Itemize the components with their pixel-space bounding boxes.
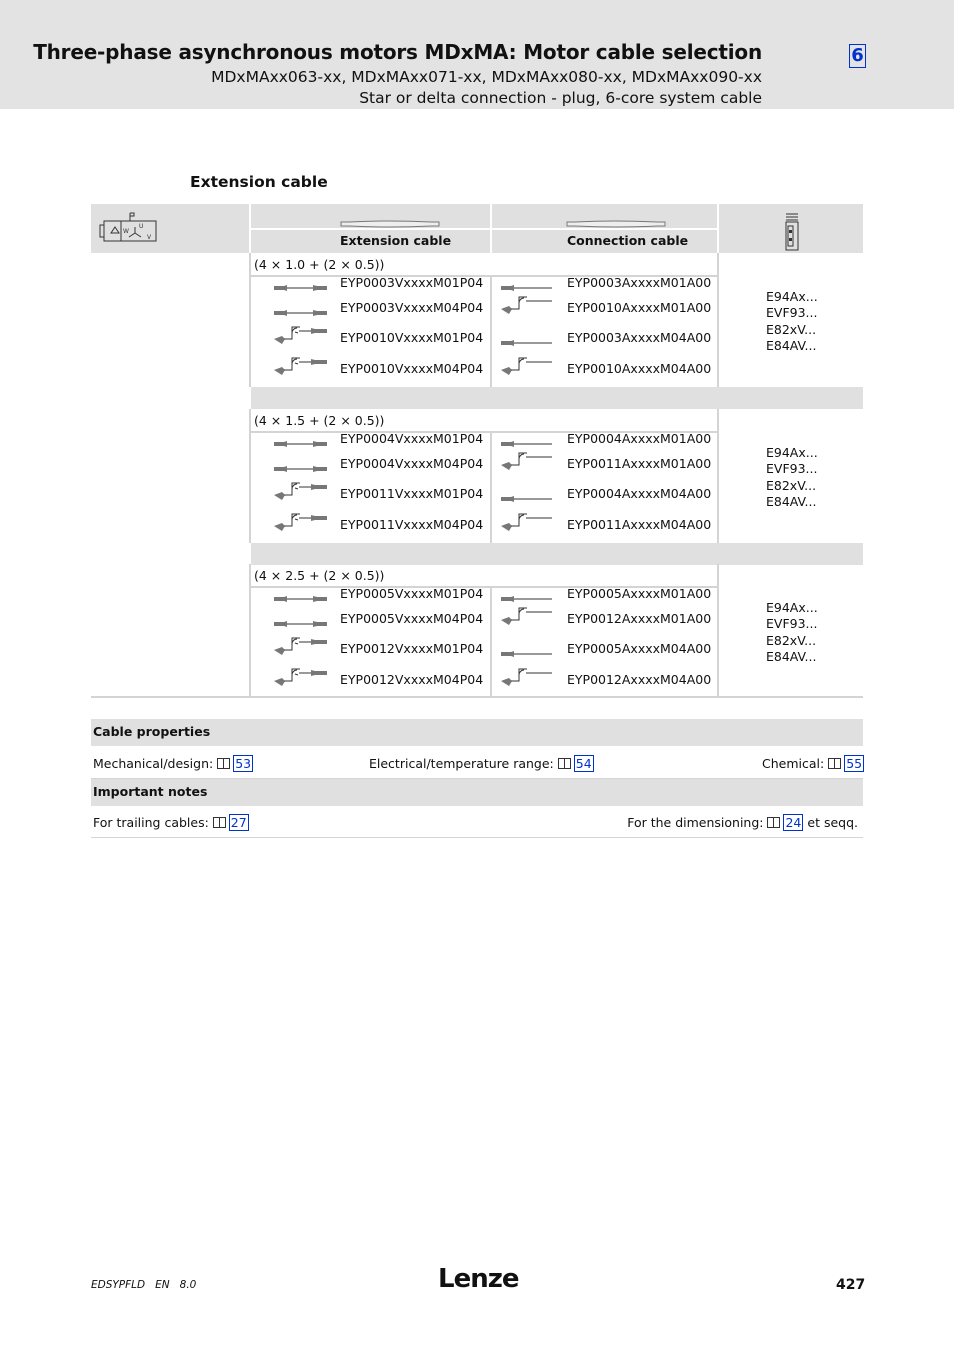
connection-cable-part: EYP0012AxxxxM04A00 [567,672,712,687]
extension-cable-part: EYP0012VxxxxM04P04 [340,672,484,687]
angled-connector-icon [500,354,556,380]
electrical-ref [369,756,594,771]
dimensioning-ref [627,815,858,830]
page-subtitle-connection: Star or delta connection - plug, 6-core system cable [359,89,762,107]
column-line [717,409,719,543]
straight-cable-icon [500,334,556,353]
book-icon [217,758,230,769]
extension-cable-part: EYP0004VxxxxM01P04 [340,431,484,446]
table-bottom-line [91,696,863,698]
straight-connector-icon [273,304,329,323]
important-notes-heading: Important notes [93,784,208,799]
book-icon [828,758,841,769]
electrical-page-link[interactable]: 54 [575,756,592,771]
footer-version: 8.0 [179,1279,197,1291]
chapter-link[interactable]: 6 [849,44,866,68]
book-icon [558,758,571,769]
inverter-type: EVF93... [766,616,818,631]
extension-cable-header: Extension cable [340,233,452,248]
straight-connector-icon [273,279,329,298]
extension-cable-part: EYP0012VxxxxM01P04 [340,641,484,656]
connection-cable-part: EYP0005AxxxxM01A00 [567,586,712,601]
chemical-label: Chemical: [762,756,825,771]
cross-section-label: (4 × 1.0 + (2 × 0.5)) [254,257,385,272]
straight-cable-icon [500,490,556,509]
angled-connector-icon [273,479,329,505]
connection-cable-part: EYP0004AxxxxM04A00 [567,486,712,501]
column-line [490,586,492,698]
mechanical-page-link[interactable]: 53 [235,756,252,771]
inverter-type: EVF93... [766,461,818,476]
connection-cable-part: EYP0010AxxxxM01A00 [567,300,712,315]
extension-cable-part: EYP0004VxxxxM04P04 [340,456,484,471]
book-icon [213,817,226,828]
footer-lang: EN [155,1279,170,1291]
angled-connector-icon [273,323,329,349]
group-separator [251,543,863,565]
connection-cable-header-icon [566,213,666,232]
cross-section-label: (4 × 1.5 + (2 × 0.5)) [254,413,385,428]
column-line [490,431,492,543]
connection-cable-part: EYP0011AxxxxM04A00 [567,517,712,532]
straight-connector-icon [273,615,329,634]
inverter-type: E94Ax... [766,289,818,304]
book-icon [767,817,780,828]
trailing-ref [93,815,249,830]
dimensioning-label: For the dimensioning: [627,815,764,830]
trailing-label: For trailing cables: [93,815,209,830]
inverter-icon [784,212,800,256]
footer-doc-id: EDSYPFLD [91,1279,146,1291]
angled-connector-icon [500,293,556,319]
extension-cable-part: EYP0010VxxxxM01P04 [340,330,484,345]
column-line [717,253,719,387]
cross-section-label: (4 × 2.5 + (2 × 0.5)) [254,568,385,583]
divider [91,837,863,838]
section-title: Extension cable [190,173,328,191]
angled-connector-icon [273,510,329,536]
page-title: Three-phase asynchronous motors MDxMA: Motor cable selection [33,40,762,64]
dimensioning-page-link[interactable]: 24 [785,815,802,830]
extension-cable-part: EYP0010VxxxxM04P04 [340,361,484,376]
trailing-page-link[interactable]: 27 [230,815,247,830]
column-line [490,275,492,387]
lenze-logo: Lenze [438,1264,519,1294]
angled-connector-icon [273,634,329,660]
inverter-type: E94Ax... [766,445,818,460]
svg-text:W: W [123,228,129,235]
inverter-type: E82xV... [766,478,817,493]
straight-connector-icon [273,435,329,454]
connection-cable-part: EYP0011AxxxxM01A00 [567,456,712,471]
extension-cable-header-icon [340,213,440,232]
inverter-type: E84AV... [766,494,817,509]
angled-connector-icon [500,604,556,630]
cable-properties-heading: Cable properties [93,724,211,739]
extension-cable-part: EYP0011VxxxxM04P04 [340,517,484,532]
connection-cable-part: EYP0003AxxxxM01A00 [567,275,712,290]
extension-cable-part: EYP0003VxxxxM01P04 [340,275,484,290]
angled-connector-icon [500,665,556,691]
angled-connector-icon [500,510,556,536]
connection-cable-part: EYP0012AxxxxM01A00 [567,611,712,626]
footer-doc-info [91,1279,196,1291]
straight-cable-icon [500,645,556,664]
chemical-page-link[interactable]: 55 [846,756,863,771]
connection-cable-part: EYP0004AxxxxM01A00 [567,431,712,446]
column-line [717,564,719,698]
inverter-type: EVF93... [766,305,818,320]
connection-cable-part: EYP0005AxxxxM04A00 [567,641,712,656]
electrical-label: Electrical/temperature range: [369,756,554,771]
svg-text:U: U [139,223,144,230]
straight-connector-icon [273,590,329,609]
page-number: 427 [836,1277,866,1293]
inverter-type: E82xV... [766,322,817,337]
extension-cable-part: EYP0011VxxxxM01P04 [340,486,484,501]
mechanical-label: Mechanical/design: [93,756,214,771]
svg-text:V: V [147,234,152,241]
extension-cable-part: EYP0005VxxxxM04P04 [340,611,484,626]
straight-connector-icon [273,460,329,479]
inverter-type: E94Ax... [766,600,818,615]
angled-connector-icon [273,354,329,380]
inverter-type: E84AV... [766,649,817,664]
angled-connector-icon [500,449,556,475]
chemical-ref [762,756,864,771]
motor-icon [99,211,157,247]
column-line [249,409,251,543]
inverter-type: E84AV... [766,338,817,353]
inverter-type: E82xV... [766,633,817,648]
mechanical-ref [93,756,253,771]
connection-cable-part: EYP0010AxxxxM04A00 [567,361,712,376]
column-line [249,253,251,387]
extension-cable-part: EYP0005VxxxxM01P04 [340,586,484,601]
column-line [249,564,251,698]
dimensioning-suffix: et seqq. [807,815,858,830]
page-subtitle-models: MDxMAxx063-xx, MDxMAxx071-xx, MDxMAxx080-xx, MDxMAxx090-xx [211,68,762,86]
connection-cable-header: Connection cable [567,233,689,248]
extension-cable-part: EYP0003VxxxxM04P04 [340,300,484,315]
angled-connector-icon [273,665,329,691]
connection-cable-part: EYP0003AxxxxM04A00 [567,330,712,345]
group-separator [251,387,863,409]
